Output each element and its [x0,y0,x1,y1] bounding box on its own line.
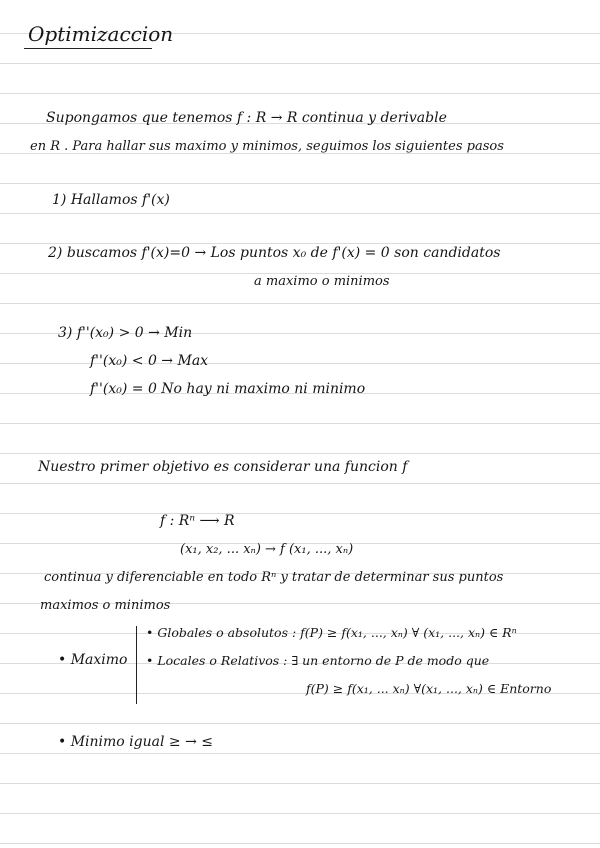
step-3-none: f''(x₀) = 0 No hay ni maximo ni minimo [90,381,366,397]
step-2-continuation: a maximo o minimos [254,274,390,289]
continuity-line-1: continua y diferenciable en todo Rⁿ y tratar de determinar sus puntos [44,570,504,585]
maximo-label: • Maximo [58,652,128,668]
step-2: 2) buscamos f'(x)=0 → Los puntos x₀ de f'(x) = 0 son candidatos [48,245,501,261]
local-maximum: • Locales o Relativos : ∃ un entorno de P de modo que [146,653,490,668]
section2-intro: Nuestro primer objetivo es considerar una funcion f [38,459,408,475]
intro-line-1: Supongamos que tenemos f : R → R continua y derivable [46,110,447,126]
continuity-line-2: maximos o minimos [40,598,171,613]
step-1: 1) Hallamos f'(x) [52,192,170,208]
function-mapping: (x₁, x₂, ... xₙ) → f (x₁, ..., xₙ) [180,542,354,557]
local-maximum-condition: f(P) ≥ f(x₁, ... xₙ) ∀(x₁, ..., xₙ) ∈ Entorno [306,681,552,696]
function-definition: f : Rⁿ ⟶ R [160,513,235,529]
global-maximum: • Globales o absolutos : f(P) ≥ f(x₁, ..., xₙ) ∀ (x₁, ..., xₙ) ∈ Rⁿ [146,625,517,640]
page-title: Optimizaccion [28,22,174,46]
title-underline [24,48,152,49]
minimo-note: • Minimo igual ≥ → ≤ [58,734,213,750]
step-3-min: 3) f''(x₀) > 0 → Min [58,325,193,341]
step-3-max: f''(x₀) < 0 → Max [90,353,209,369]
intro-line-2: en R . Para hallar sus maximo y minimos, seguimos los siguientes pasos [30,139,504,154]
classification-brace [136,626,137,704]
